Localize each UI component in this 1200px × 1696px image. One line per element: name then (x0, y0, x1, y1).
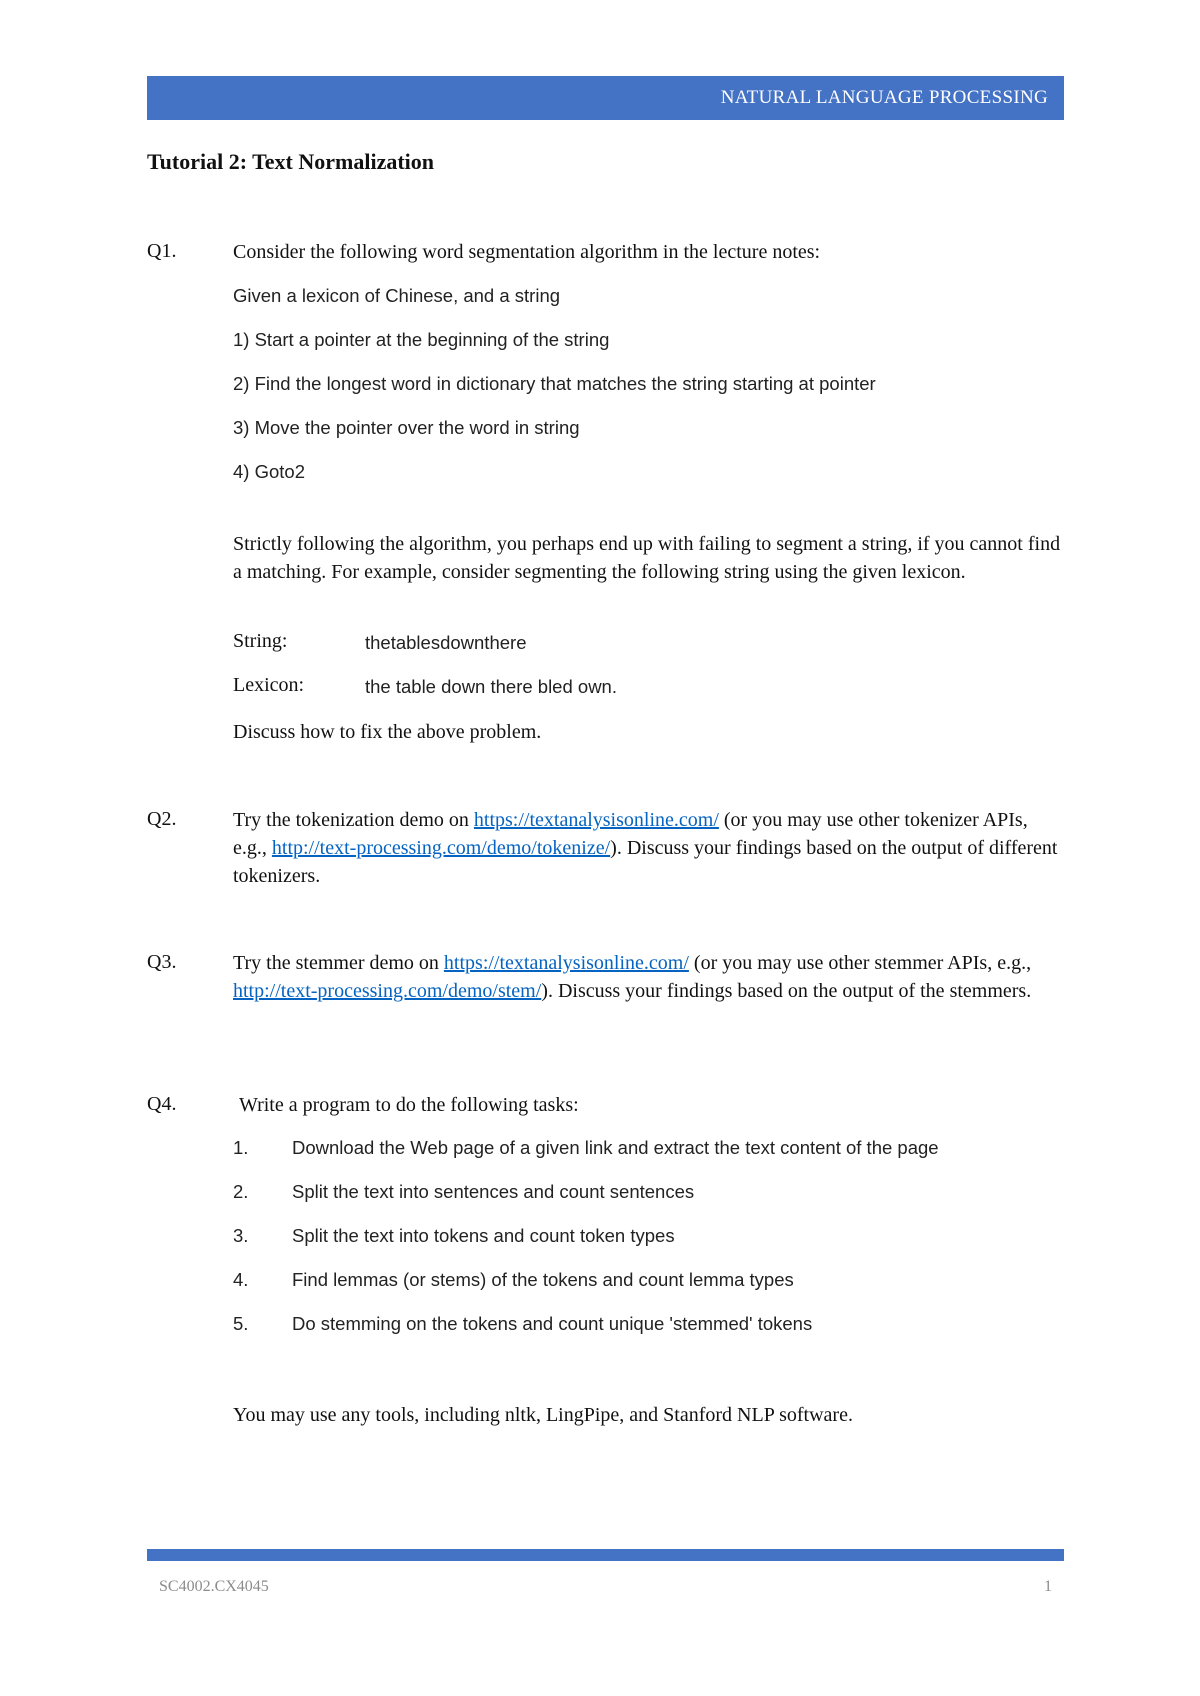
page-title: Tutorial 2: Text Normalization (147, 149, 435, 174)
string-value: thetablesdownthere (365, 632, 527, 653)
lexicon-label: Lexicon: (233, 674, 305, 696)
q2-link-textanalysis[interactable]: https://textanalysisonline.com/ (473, 809, 719, 831)
q3-link-stem[interactable]: http://text-processing.com/demo/stem/ (233, 980, 542, 1002)
header-bar (147, 76, 1064, 120)
string-label: String: (233, 630, 288, 652)
q1-step-3: 3) Move the pointer over the word in string (233, 417, 580, 438)
q1-paragraph: Strictly following the algorithm, you perhaps end up with failing to segment a string, if you cannot find a matching. For example, consider segmenting the following string using the given lexicon. (233, 533, 1061, 583)
header-title: NATURAL LANGUAGE PROCESSING (720, 87, 1048, 108)
q4-intro: Write a program to do the following tasks: (239, 1094, 579, 1116)
q3-text-3: ). Discuss your findings based on the output of the stemmers. (541, 980, 1032, 1002)
q4-item-text: Find lemmas (or stems) of the tokens and count lemma types (292, 1269, 794, 1290)
q4-item-number: 2. (233, 1181, 249, 1202)
q4-item-number: 5. (233, 1313, 249, 1334)
q4-item-text: Split the text into sentences and count sentences (292, 1181, 695, 1202)
footer-bar (147, 1549, 1064, 1561)
q3-text (233, 949, 1063, 1005)
q2-text-1: Try the tokenization demo on (233, 809, 474, 831)
q3-link-textanalysis[interactable]: https://textanalysisonline.com/ (443, 952, 689, 974)
q1-given: Given a lexicon of Chinese, and a string (233, 285, 561, 306)
q3-text-1: Try the stemmer demo on (233, 952, 444, 974)
q4-item-number: 1. (233, 1137, 249, 1158)
q3-text-2: (or you may use other stemmer APIs, e.g., (688, 952, 1032, 974)
q4-item-text: Download the Web page of a given link and extract the text content of the page (292, 1137, 939, 1158)
lexicon-value: the table down there bled own. (365, 676, 617, 697)
q4-item-number: 4. (233, 1269, 249, 1290)
q2-text-3: ). Discuss your findings based on the output of different tokenizers. (233, 837, 1058, 887)
footer-course-code: SC4002.CX4045 (159, 1578, 269, 1595)
page-number: 1 (1044, 1578, 1052, 1595)
q1-step-1: 1) Start a pointer at the beginning of the string (233, 329, 610, 350)
q4-number: Q4. (147, 1093, 177, 1115)
q1-discuss: Discuss how to fix the above problem. (233, 721, 542, 743)
q3-number: Q3. (147, 951, 177, 973)
q1-number: Q1. (147, 240, 177, 262)
q2-text-2: (or you may use other tokenizer APIs, e.g., (233, 809, 1028, 859)
q4-item-text: Split the text into tokens and count token types (292, 1225, 675, 1246)
q4-item-text: Do stemming on the tokens and count unique 'stemmed' tokens (292, 1313, 813, 1334)
q2-link-tokenize[interactable]: http://text-processing.com/demo/tokenize/ (271, 837, 611, 859)
q1-step-2: 2) Find the longest word in dictionary that matches the string starting at pointer (233, 373, 876, 394)
q4-item-number: 3. (233, 1225, 249, 1246)
q1-intro: Consider the following word segmentation algorithm in the lecture notes: (233, 241, 821, 263)
q2-text (233, 806, 1063, 890)
q1-step-4: 4) Goto2 (233, 461, 305, 482)
q2-number: Q2. (147, 808, 177, 830)
q4-tools-note: You may use any tools, including nltk, LingPipe, and Stanford NLP software. (233, 1404, 853, 1426)
